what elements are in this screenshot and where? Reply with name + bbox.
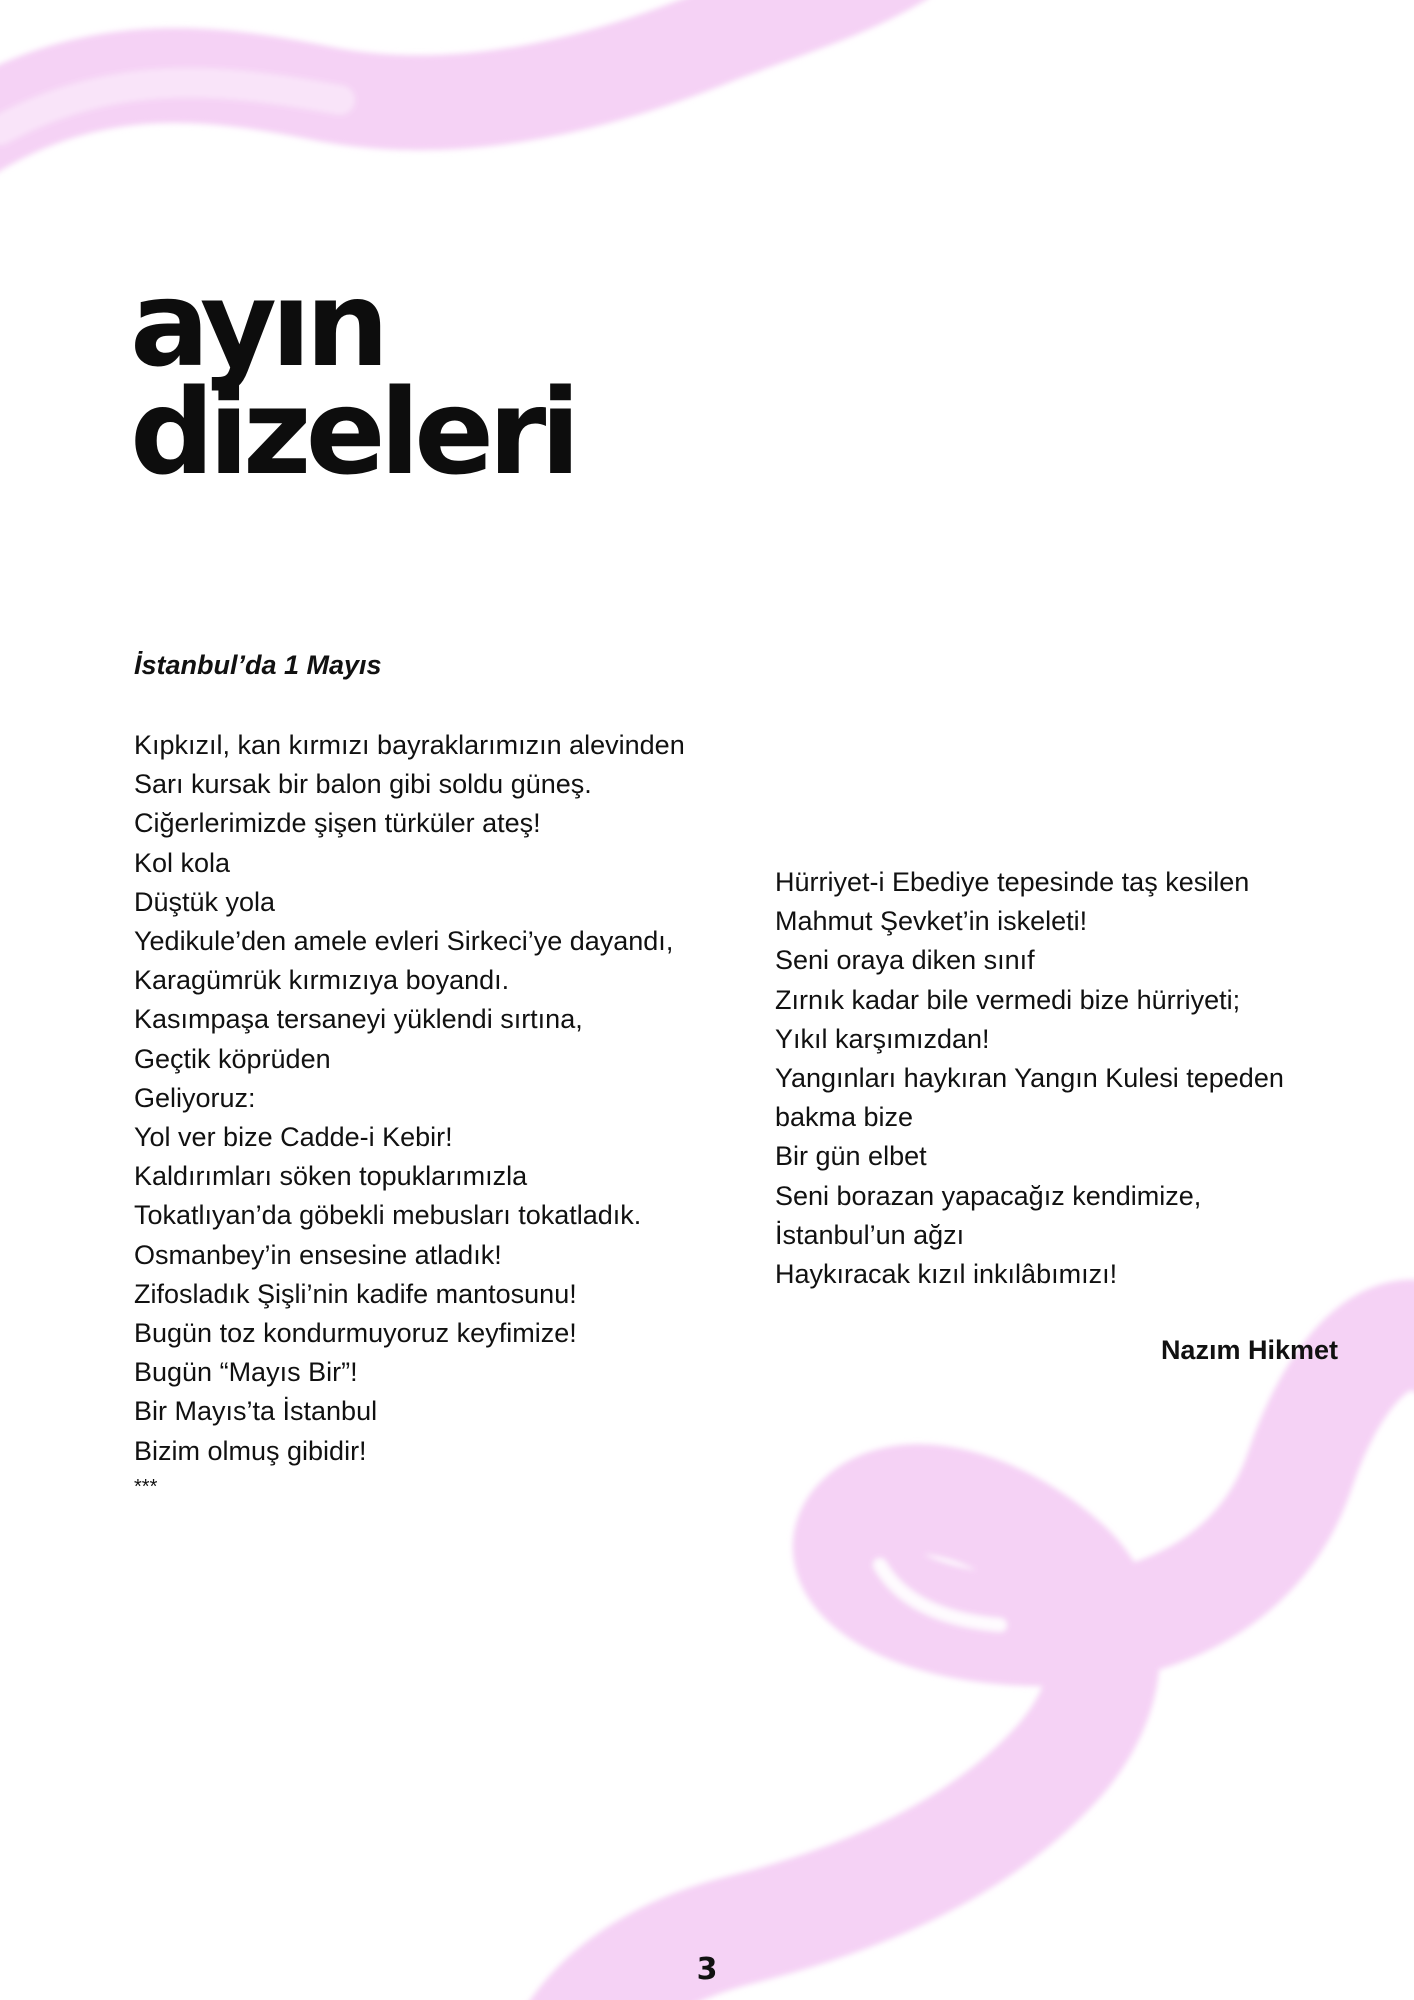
- top-brush-stroke: [0, 0, 900, 140]
- poem-line: Kaldırımları söken topuklarımızla: [134, 1161, 528, 1192]
- poem-line: Bizim olmuş gibidir!: [134, 1435, 367, 1466]
- poem-line: Osmanbey’in ensesine atladık!: [134, 1239, 502, 1270]
- poem-line: Kol kola: [134, 847, 231, 878]
- poem-line: Haykıracak kızıl inkılâbımızı!: [775, 1259, 1118, 1290]
- poem-line: Bir gün elbet: [775, 1141, 927, 1172]
- poem-left-column: [134, 726, 685, 1471]
- page-number: 3: [696, 1952, 718, 1987]
- poem-line: Bugün toz kondurmuyoruz keyfimize!: [134, 1318, 577, 1349]
- poem-line: bakma bize: [775, 1102, 914, 1133]
- poem-line: Bir Mayıs’ta İstanbul: [134, 1396, 378, 1427]
- poem-line: Ciğerlerimizde şişen türküler ateş!: [134, 808, 541, 839]
- poem-line: Seni borazan yapacağız kendimize,: [775, 1180, 1202, 1211]
- poem-separator: ***: [134, 1476, 158, 1498]
- page-title-line-1: ayın: [130, 255, 384, 393]
- poem-line: Kıpkızıl, kan kırmızı bayraklarımızın alevinden: [134, 730, 685, 760]
- bottom-brush-stroke: [570, 1335, 1414, 2000]
- poem-line: Hürriyet-i Ebediye tepesinde taş kesilen: [775, 867, 1250, 897]
- poem-line: Düştük yola: [134, 886, 276, 917]
- poem-line: Sarı kursak bir balon gibi soldu güneş.: [134, 769, 592, 800]
- poem-line: Yol ver bize Cadde-i Kebir!: [134, 1122, 453, 1153]
- poem-line: Seni oraya diken sınıf: [775, 945, 1035, 976]
- poem-line: Karagümrük kırmızıya boyandı.: [134, 965, 510, 996]
- poem-line: Yedikule’den amele evleri Sirkeci’ye dayandı,: [134, 926, 674, 957]
- poem-author: Nazım Hikmet: [1160, 1335, 1338, 1365]
- poem-right-column: [775, 863, 1284, 1294]
- poem-line: Yıkıl karşımızdan!: [775, 1023, 990, 1054]
- poem-line: Zırnık kadar bile vermedi bize hürriyeti;: [775, 984, 1241, 1015]
- poem-line: Bugün “Mayıs Bir”!: [134, 1357, 358, 1388]
- poem-line: Zifosladık Şişli’nin kadife mantosunu!: [134, 1278, 577, 1309]
- poem-line: Yangınları haykıran Yangın Kulesi tepeden: [775, 1063, 1284, 1094]
- poem-line: İstanbul’un ağzı: [775, 1219, 965, 1250]
- poem-line: Kasımpaşa tersaneyi yüklendi sırtına,: [134, 1004, 583, 1035]
- poem-title: İstanbul’da 1 Mayıs: [134, 650, 382, 680]
- poem-line: Mahmut Şevket’in iskeleti!: [775, 906, 1088, 937]
- poem-line: Tokatlıyan’da göbekli mebusları tokatladık.: [134, 1200, 642, 1231]
- page-title: [130, 255, 575, 501]
- page-title-line-2: dizeleri: [130, 363, 575, 501]
- poem-line: Geliyoruz:: [134, 1082, 256, 1113]
- poem-line: Geçtik köprüden: [134, 1043, 331, 1074]
